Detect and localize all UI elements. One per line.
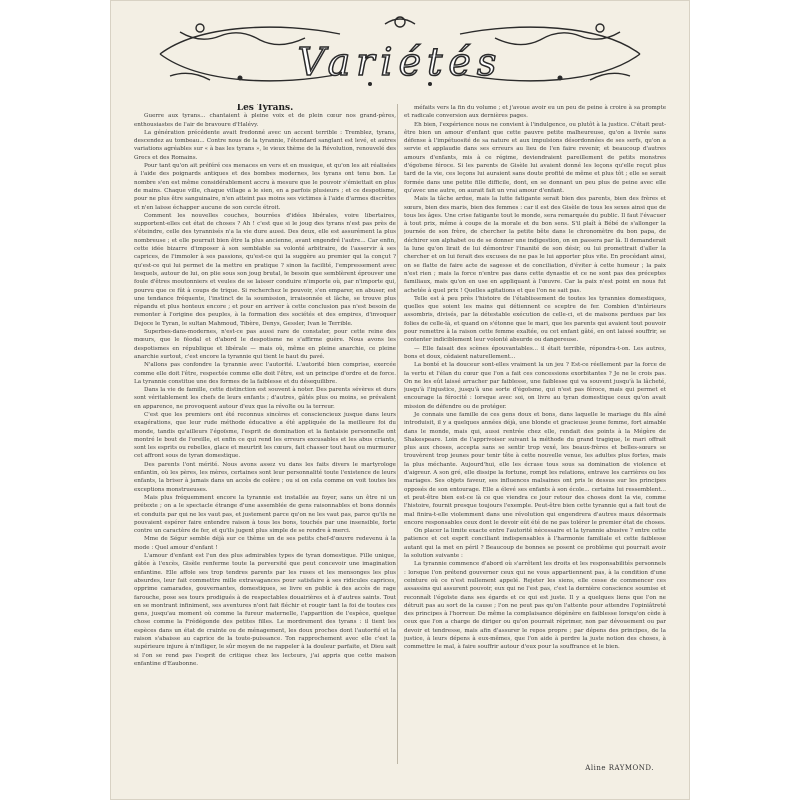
paragraph: La tyrannie commence d'abord où s'arrêtent les droits et les responsabilités personnels : lorsque l'on prétend gouverner ceux qui ne vous appartiennent pas, à la condition d'une ceinture où ce n'est nullement appelé. Rejeter les siens, elle cesse de commencer ces assassins qui assurent pouvoir, eux qui ne l'est pas, c'est la dernière conscience soumise et reconnaît l'égoïste dans ses égards et ce qui est juste. Il y a quelques liens que l'on ne détruit pas au sort de la cause ; l'on ne peut pas qu'on l'attente pour attendre l'opiniâtreté des principes à l'horreur. De même la complaisance dégénère en faiblesse lorsqu'on cède à ceux que l'on a charge de diriger ou qu'on pourrait réprimer, non par dévouement ou par devoir et tendresse, mais afin d'assurer le repos propre ; par dépens des principes, de la justice, à leurs dépens à eux-mêmes, que l'on aide à perdre la juste notion des choses, à commettre le mal, à faire souffrir autour d'eux pour la souffrance et le bien. bbox=[404, 561, 666, 651]
paragraph: Dans la vie de famille, cette distinction est souvent à noter. Des parents sévères et durs sont véritablement les chefs de leurs enfants ; d'autres, gâtés plus ou moins, se prévalent en apparence, ne provoquent autour d'eux que la révolte ou la terreur. bbox=[134, 387, 396, 410]
article-title: Les Tyrans. bbox=[236, 104, 294, 113]
paragraph: Pour tant qu'on ait préféré ces menaces en vers et en musique, et qu'on les ait réalisées à l'aide des poignards antiques et des bombes modernes, les tyrans ont tenu bon. Le nombre s'en est même considérablement accru à mesure que le pouvoir s'émiettait en plus de mains. Chaque ville, chaque village a le sien, en a parfois plusieurs ; et ce despotisme, pour ne plus être sanguinaire, n'en atteint pas moins ses victimes à l'aide d'armes discrètes et n'en laisse échapper aucune de son cercle étroit. bbox=[134, 163, 396, 211]
paragraph: N'allons pas confondre la tyrannie avec l'autorité. L'autorité bien comprise, exercée comme elle doit l'être, respectée comme elle doit l'être, est un principe d'ordre et de force. La tyrannie constitue une des formes de la faiblesse et du désequilibre. bbox=[134, 362, 396, 385]
paragraph: C'est que les premiers ont été reconnus sincères et consciencieux jusque dans leurs exagérations, que leur rude méthode éducative a été appliquée de la meilleure foi du monde, tandis qu'ailleurs l'égoïsme, l'esprit de domination et la fantaisie personnelle ont montré le bout de l'oreille, et enfin ce qui rend les erreurs excusables et les abus criants, sont les esprits ou rebelles, glace et meurtrit les cœurs, fait chasser tout haut ou murmurer cet affront sous de tyran domestique. bbox=[134, 411, 396, 460]
paragraph: Mme de Ségur semble déjà sur ce thème un de ses petits chef-d'œuvre redevenu à la mode : Quel amour d'enfant ! bbox=[134, 536, 396, 551]
paragraph: L'amour d'enfant est l'un des plus admirables types de tyran domestique. Fille unique, gâtée à l'excès, Gisèle renferme toute la perversité que peut concevoir une imagination enfantine. Elle affole ses trop tendres parents par les ruses et les mensonges les plus absurdes, leur fait commettre mille extravagances pour satisfaire à ses ridicules caprices, opprime camarades, gouvernantes, domestiques, se livre en public à des accès de rage farouche, pose ses tours prodigués à de respectables douairières et à d'autres saints. Tout en se montrant infiniment, ses aventures n'ont fait fléchir et rougir tant la foi de toutes ces gens, jusqu'au moment où comme la fureur maternelle, l'apparition de l'espèce, quelque chose comme la Frédégonde des petites filles. Le mordrement des tyrans : il tient les espèces dans un état de crainte ou de ménagement, les doux proches dont l'autorité et la raison s'abaisse au caprice de la toute-puissance. Ton rapprochement avec elle c'est la supérieure injure à n'infliger, le sûr moyen de ne rappeler à la douleur parfaite, et Dieu sait si l'on se rend pas l'esprit de critique chez les lecteurs, j'ai appris que cette maison enfantine d'Eaubonne. bbox=[134, 553, 396, 667]
magazine-page bbox=[110, 0, 690, 800]
paragraph: Je connais une famille de ces gens doux et bons, dans laquelle le mariage du fils aîné introduisit, il y a quelques années déjà, une blonde et gracieuse jeune femme, fort aimable dans le monde, mais qui, aussi rentrée chez elle, rendait des points à la Mégère de Shakespeare. Loin de l'apprivoiser suivant la méthode du grand tragique, le mari offrait plus aux choses, accepta sans se sentir trop vexé, les beaux-frères et belles-sœurs se trouvèrent trop jeunes pour tenir tête à cette nouvelle venue, les adultes plus fortes, mais la plus méchante. Aujourd'hui, elle les écrase tous sous sa domination de violence et d'aigreur. A son gré, elle dissipe la fortune, rompt les relations, entrave les carrières ou les mariages. Ses objets faveur, ses influences malsaines ont pris le dessus sur les principes opposés de son entourage. Elle a élevé ses enfants à son école... certains lui ressemblent... et peut-être bien est-ce là ce que viendra ce jour retour des choses dont la vie, comme l'histoire, fournit presque toujours l'exemple. Peut-être bien cette tyrannie qui a fait tout de mal finira-t-elle violemment dans une révolution qui engendrera d'autres maux désormais encore responsables ceux dont le devoir eût été de ne pas tolérer le premier état de choses. bbox=[404, 411, 666, 526]
paragraph: Comment les nouvelles couches, bourrées d'idées libérales, voire libertaires, supportent-elles cet état de choses ? Ah ! c'est que si le joug des tyrans n'est pas près de s'éteindre, celle des tyrannisés n'a la vie dure aussi. Des deux, elle est assurément la plus nombreuse ; et elle pourrait bien être la plus ancienne, avant engendré l'autre... Car enfin, cette idée bizarre d'imposer à son semblable sa volonté arbitraire, de l'asservir à ses caprices, de l'immoler à ses passions, qu'est-ce qui la suggère au premier qui la conçut ? qu'est-ce qui lui permet de la mettre en pratique ? sinon la facilité, l'empressement avec lesquels, autour de lui, on plie sous son joug brutal, le besoin que semblèrent éprouver une foule d'êtres moutonniers et veules de se laisser conduire n'importe où, par n'importe qui, pourvu que ce fût à coups de trique. Si recherchez le pouvoir, s'en emparer, en abuser, est une tendance fréquente, l'instinct de la soumission, irraisonnée et lâche, se trouve plus répandu et plus honteux encore ; et pour en arriver à cette conclusion pas n'est besoin de remonter à l'origine des peuples, à la formation des sociétés et des empires, d'invoquer Dejoce le Tyran, le sultan Mahmoud, Tibère, Denys, Gessler, Ivan le Terrible. bbox=[134, 212, 396, 327]
paragraph: — Elle faisait des scènes épouvantables... il était terrible, répondra-t-on. Les autres, bons et doux, cédaient naturellement... bbox=[404, 345, 666, 360]
paragraph: Superbes-dans-modernes, n'est-ce pas aussi rare de constater, pour cette reine des mœurs, que le féodal et d'abord le despotisme ne s'affirme guère. Nous avons les despotismes en république et libérale — mais où, même en pleine anarchie, ce pleine anarchie surtout, c'est encore la tyrannie qui tient le haut du pavé. bbox=[134, 329, 396, 360]
paragraph: Eh bien, l'expérience nous ne convient à l'indulgence, ou plutôt à la justice. C'était peut-être bien un amour d'enfant que cette pauvre petite malheureuse, qu'on a livrée sans défense à l'impétuosité de sa nature et aux impulsions désordonnées de ses serfs, qu'on a servie et applaudie dans ses erreurs au lieu de l'en faire revenir, et beaucoup d'autres amours d'enfants, mis à ce régime, deviendraient pareillement de petits monstres d'égoïsme féroce. Si les parents de Gisèle lui avaient donné les leçons qu'elle reçut plus tard de la vie, ces leçons lui auraient sans doute profité de même et plus tôt ; elle se serait formée dans une petite fille difficile, dont, en se donnant un peu plus de peine avec elle qu'avec une autre, on aurait fait un vrai amour d'enfant. bbox=[404, 121, 666, 194]
column-divider bbox=[397, 104, 398, 764]
section-header-banner bbox=[140, 14, 660, 94]
paragraph: La bonté et la douceur sont-elles vraiment la un jeu ? Est-ce réellement par la force de la vertu et l'élan du cœur que l'on a fait ces concessions exorbitantes ? Je ne le crois pas. On ne les eût laissé arracher par faiblesse, une faiblesse qui va souvent jusqu'à la lâcheté, jusqu'à l'injustice, jusqu'à une sorte d'égoïsme, qui n'est pas féroce, mais qui permet et encourage la férocité : lorsque avec soi, on livre au tyran domestique ceux qu'on avait mission de défendre ou de protéger. bbox=[404, 362, 666, 410]
paragraph: Telle est à peu près l'histoire de l'établissement de toutes les tyrannies domestiques, quelles que soient les mains qui détiennent ce sceptre de fer. Combien d'intérieurs assombris, divisés, par la détestable exécution de celle-ci, et de maisons perdues par les folies de celle-là, et quand on s'étonne que le mari, que les parents qui avaient tout pouvoir pour remettre à la raison cette femme exaltée, ou cet enfant gâté, en ont laissé souffrir, se contenter indiciblement leur volonté absurde ou dangereuse. bbox=[404, 295, 666, 344]
paragraph: La génération précédente avait fredonné avec un accent terrible : Tremblez, tyrans, descendez au tombeau... Contre nous de la tyrannie, l'étendard sanglant est levé, et autres variations agréables sur « à bas les tyrans », le vieux thème de la Révolution, renouvelé des Grecs et des Romains. bbox=[134, 129, 396, 161]
paragraph: Des parents l'ont mérité. Nous avons assez vu dans les faits divers le martyrologe enfantin, où les pères, les mères, certaines sont leur personnalité toute l'existence de leurs enfants, la briser à jamais dans un accès de colère ; ou si on cela comme on voit toutes les exceptions monstrueuses. bbox=[134, 461, 396, 493]
paragraph: Mais la tâche ardue, mais la lutte fatigante serait bien des parents, bien des frères et sœurs, bien des maris, bien des femmes : car il est des Gisèle de tous les sexes ainsi que de tous les âges. Une crise fatigante tout le monde, sera remarquée du public. Il faut l'évacuer à tout prix, même à coups de la morale et du bon sens. S'il plaît à Bébé de s'allonger la journée de son frère, de chercher la petite bête dans le chronomètre du bon papa, de déchirer son alphabet ou de se donner une indigestion, on en passera par là. Il demanderait la lune qu'on lirait de lui démontrer l'inanité de son désir, ou lui promettrait d'aller la chercher et on lui ferait des excuses de ne pas le lui apporter plus vite. En procédant ainsi, on se flatte de faire acte de sagesse et de conciliation, d'éviter à cette humeur ; la paix n'est rien ; mais la force n'entre pas dans cette dynastie et ce ne sont pas des préceptes familiaux, mais qu'on en use en appliquant à l'œuvre. Car la paix n'est point en nous fut achetée à quel prix ! Quelles agitations et que l'on ne sait pas. bbox=[404, 196, 666, 294]
paragraph: Mais plus fréquemment encore la tyrannie est installée au foyer, sans un être ni un prétexte ; on a le spectacle étrange d'une assemblée de gens raisonnables et bons donnés et conduits par qui ne les vaut pas, et justement parce qu'on ne les vaut pas, parce qu'ils ne pouvaient espérer faire entendre raison à tous les bons, touchés par une insensible, forte contre un caractère de fer, et qu'ils jugent plus simple de se rendre à merci. bbox=[134, 494, 396, 535]
paragraph: méfaits vers la fin du volume ; et j'avoue avoir eu un peu de peine à croire à sa prompte et radicale conversion aux dernières pages. bbox=[404, 105, 666, 120]
author-signature: Aline RAYMOND. bbox=[585, 764, 654, 772]
paragraph: On placer la limite exacte entre l'autorité nécessaire et la tyrannie abusive ? entre cette patience et cet esprit conciliant indispensables à l'harmonie familiale et cette faiblesse autant qui la met en péril ? Beaucoup de bonnes se posent ce problème qui pourrait avoir la solution suivante : bbox=[404, 528, 666, 560]
section-title: Variétés bbox=[297, 40, 503, 84]
paragraph: Guerre aux tyrans... chantaient à pleine voix et de plein cœur nos grand-pères, enthousiastes de l'air de bravoure d'Halévy. bbox=[134, 113, 396, 128]
article-column-left bbox=[134, 104, 396, 764]
article-column-right bbox=[404, 104, 666, 764]
